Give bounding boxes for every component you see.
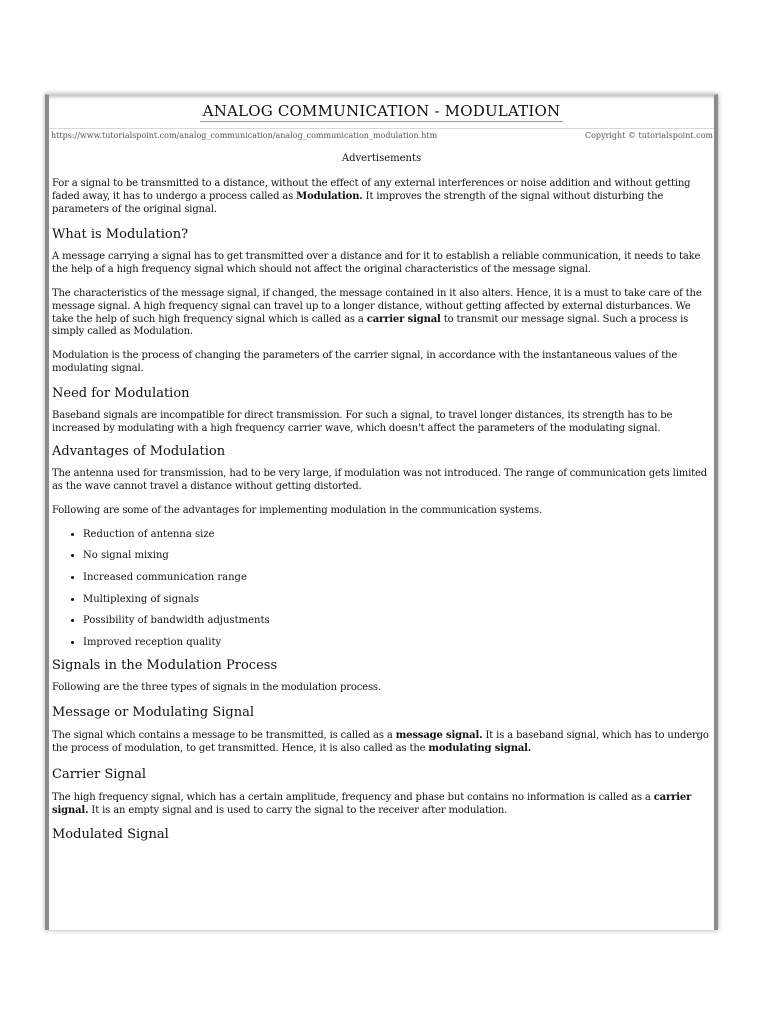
carrier-text-end: It is an empty signal and is used to carry the signal to the receiver after modulation.: [88, 804, 508, 816]
intro-text-end: It improves the strength of the signal without disturbing the parameters of the original signal.: [52, 190, 664, 215]
heading-need-for-modulation: Need for Modulation: [52, 385, 190, 401]
title-wrap: [49, 101, 714, 122]
message-signal-paragraph: [52, 730, 712, 756]
signals-paragraph: Following are the three types of signals in the modulation process.: [52, 682, 381, 694]
heading-signals-in-process: Signals in the Modulation Process: [52, 658, 278, 674]
carrier-paragraph: [52, 792, 712, 818]
advantages-paragraph-1: The antenna used for transmission, had to be very large, if modulation was not introduced. The range of communication gets limited as the wave cannot travel a distance without getting distorted.: [52, 468, 708, 493]
modulating-signal-bold: modulating signal.: [428, 742, 532, 754]
need-paragraph: Baseband signals are incompatible for direct transmission. For such a signal, to travel longer distances, its strength has to be increased by modulating with a high frequency carrier wave, which doesn't affect the parameters of the modulating signal.: [52, 409, 673, 434]
list-item: • Increased communication range: [83, 572, 712, 584]
advantages-list: [52, 529, 712, 649]
list-item: • Possibility of bandwidth adjustments: [83, 615, 712, 627]
heading-modulated-signal: Modulated Signal: [52, 827, 169, 843]
message-text: The signal which contains a message to be transmitted, is called as a: [52, 730, 396, 742]
page-title: ANALOG COMMUNICATION - MODULATION: [200, 102, 564, 122]
intro-text: For a signal to be transmitted to a distance, without the effect of any external interferences or noise addition and without getting faded away, it has to undergo a process called as: [52, 178, 691, 202]
heading-message-signal: Message or Modulating Signal: [52, 705, 255, 721]
advertisements-label: Advertisements: [341, 153, 422, 164]
heading-advantages: Advantages of Modulation: [52, 444, 226, 460]
heading-what-is-modulation: What is Modulation?: [52, 227, 189, 243]
carrier-bold: carrier signal.: [52, 791, 692, 816]
what-is-paragraph-2: [52, 288, 712, 339]
source-url[interactable]: https://www.tutorialspoint.com/analog_communication/analog_communication_modulation.htm: [51, 131, 438, 140]
list-item: • Multiplexing of signals: [83, 594, 712, 606]
copyright: Copyright © tutorialspoint.com: [584, 131, 713, 140]
carrier-text: The high frequency signal, which has a certain amplitude, frequency and phase but contains no information is called as a: [52, 791, 654, 803]
intro-paragraph: [52, 178, 712, 216]
advantages-paragraph-2: Following are some of the advantages for implementing modulation in the communication systems.: [52, 504, 542, 516]
message-signal-bold: message signal.: [395, 730, 483, 742]
intro-bold: Modulation.: [296, 190, 363, 202]
what-is-paragraph-3: Modulation is the process of changing the parameters of the carrier signal, in accordance with the instantaneous values of the modulating signal.: [52, 350, 678, 374]
article-content: [49, 178, 714, 842]
list-item: • No signal mixing: [83, 550, 712, 562]
list-item: • Reduction of antenna size: [83, 529, 712, 541]
what-is-p2-end: to transmit our message signal. Such a process is simply called as Modulation.: [52, 313, 689, 338]
message-text-middle: It is a baseband signal, which has to undergo the process of modulation, to get transmitted. Hence, it is also called as the: [52, 730, 709, 754]
carrier-signal-bold: carrier signal: [366, 313, 441, 325]
what-is-paragraph-1: A message carrying a signal has to get transmitted over a distance and for it to establish a reliable communication, it needs to take the help of a high frequency signal which should not affect the original characteristics of the message signal.: [52, 251, 701, 276]
meta-bar: [49, 128, 714, 142]
heading-carrier-signal: Carrier Signal: [52, 766, 146, 782]
list-item: • Improved reception quality: [83, 637, 712, 649]
what-is-p2-text: The characteristics of the message signal, if changed, the message contained in it also alters. Hence, it is a must to take care of the message signal. A high frequency signal can travel up to a longer distance, without getting affected by external disturbances. We take the help of such high frequency signal which is called as a: [52, 287, 702, 325]
document-page: [45, 94, 718, 930]
